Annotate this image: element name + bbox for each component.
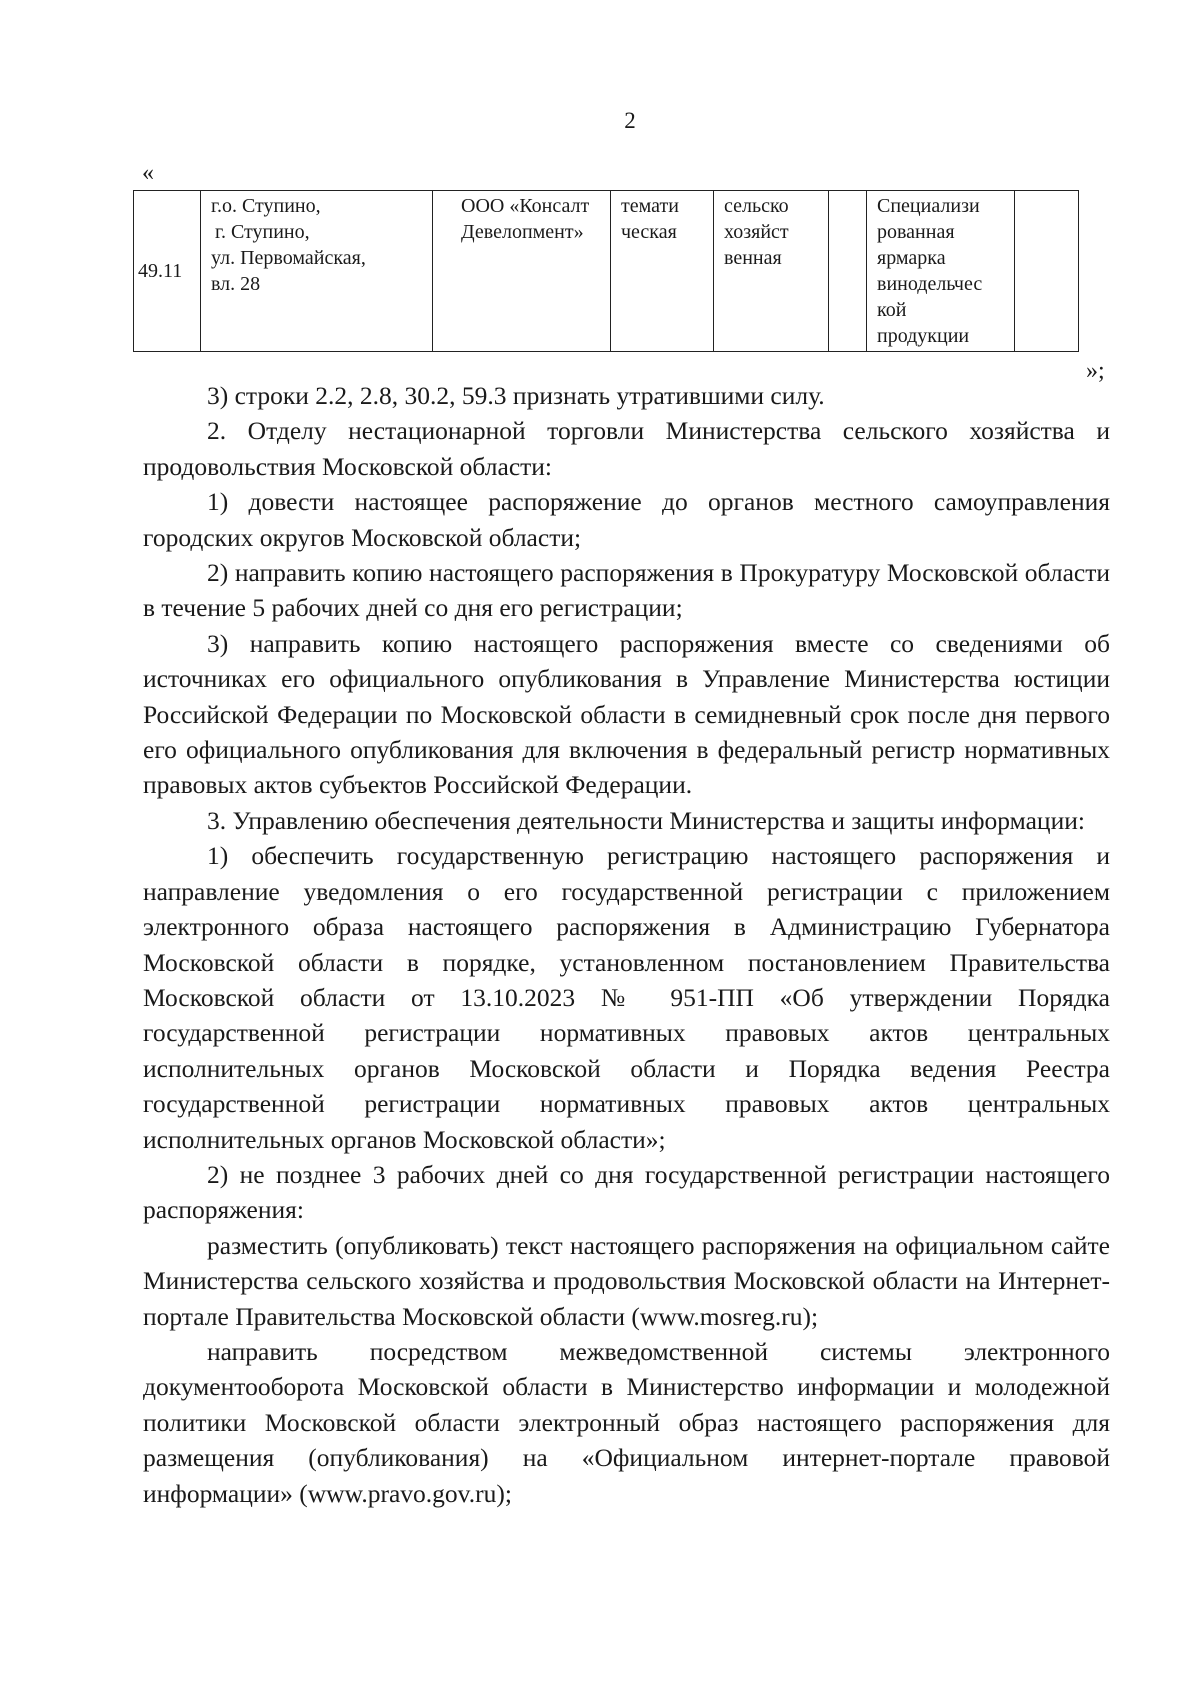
fair-name-line: винодельчес bbox=[877, 273, 983, 295]
registry-table bbox=[133, 190, 1079, 352]
fair-name-cell bbox=[867, 191, 1015, 352]
address-line: г. Ступино, bbox=[215, 221, 310, 243]
address-cell bbox=[201, 191, 433, 352]
specialization-line: сельско bbox=[724, 195, 789, 217]
paragraph: 3. Управлению обеспечения деятельности Министерства и защиты информации: bbox=[207, 805, 1085, 835]
address-line: г.о. Ступино, bbox=[211, 195, 321, 217]
paragraph: 1) довести настоящее распоряжение до органов местного самоуправления городских округов Московской области; bbox=[143, 487, 1110, 552]
paragraph: 2) не позднее 3 рабочих дней со дня государственной регистрации настоящего распоряжения: bbox=[143, 1159, 1110, 1225]
address-line: ул. Первомайская, bbox=[211, 247, 366, 269]
fair-type-cell bbox=[611, 191, 714, 352]
fair-name-line: продукции bbox=[877, 325, 970, 347]
paragraph: 3) направить копию настоящего распоряжения вместе со сведениями об источниках его официального опубликования в Управление Министерства юстиции Российской Федерации по Московской области в семидневный срок после дня первого его официального опубликования для включения в федеральный регистр нормативных правовых актов субъектов Российской Федерации. bbox=[143, 628, 1110, 800]
fair-name-line: кой bbox=[877, 299, 907, 321]
quote-close: »; bbox=[1086, 358, 1105, 384]
address-line: вл. 28 bbox=[211, 273, 261, 295]
organizer-line: Девелопмент» bbox=[461, 221, 584, 243]
fair-type-line: ческая bbox=[621, 221, 677, 243]
organizer-cell bbox=[433, 191, 611, 352]
fair-name-line: ярмарка bbox=[877, 247, 946, 269]
last-cell bbox=[1015, 191, 1079, 352]
table-row bbox=[134, 191, 1079, 352]
specialization-cell bbox=[714, 191, 829, 352]
specialization-line: хозяйст bbox=[724, 221, 789, 243]
fair-type-line: темати bbox=[621, 195, 679, 217]
paragraph: 1) обеспечить государственную регистрацию настоящего распоряжения и направление уведомления о его государственной регистрации с приложением электронного образа настоящего распоряжения в Администрацию Губернатора Московской области в порядке, установленном постановлением Правительства Московской области от 13.10.2023 № 951-ПП «Об утверждении Порядка государственной регистрации нормативных правовых актов центральных исполнительных органов Московской области и Порядка ведения Реестра государственной регистрации нормативных правовых актов центральных исполнительных органов Московской области»; bbox=[143, 841, 1110, 1154]
organizer-line: ООО «Консалт bbox=[461, 195, 590, 217]
paragraph: разместить (опубликовать) текст настоящего распоряжения на официальном сайте Министерства сельского хозяйства и продовольствия Московской области на Интернет-портале Правительства Московской области (www.mosreg.ru); bbox=[143, 1230, 1110, 1331]
document-body bbox=[143, 378, 1110, 1511]
paragraph: направить посредством межведомственной системы электронного документооборота Московской области в Министерство информации и молодежной политики Московской области электронный образ настоящего распоряжения для размещения (опубликования) на «Официальном интернет-портале правовой информации» (www.pravo.gov.ru); bbox=[143, 1336, 1110, 1508]
paragraph: 2) направить копию настоящего распоряжения в Прокуратуру Московской области в течение 5 рабочих дней со дня его регистрации; bbox=[143, 558, 1110, 623]
row-number-cell bbox=[134, 191, 201, 352]
page-number: 2 bbox=[624, 108, 636, 133]
fair-name-line: Специализи bbox=[877, 195, 980, 217]
empty-cell bbox=[829, 191, 867, 352]
quote-open: « bbox=[142, 160, 154, 186]
paragraph: 2. Отделу нестационарной торговли Министерства сельского хозяйства и продовольствия Московской области: bbox=[143, 416, 1110, 481]
paragraph: 3) строки 2.2, 2.8, 30.2, 59.3 признать утратившими силу. bbox=[207, 381, 825, 410]
fair-name-line: рованная bbox=[877, 221, 955, 243]
specialization-line: венная bbox=[724, 247, 782, 269]
row-number: 49.11 bbox=[138, 260, 183, 282]
